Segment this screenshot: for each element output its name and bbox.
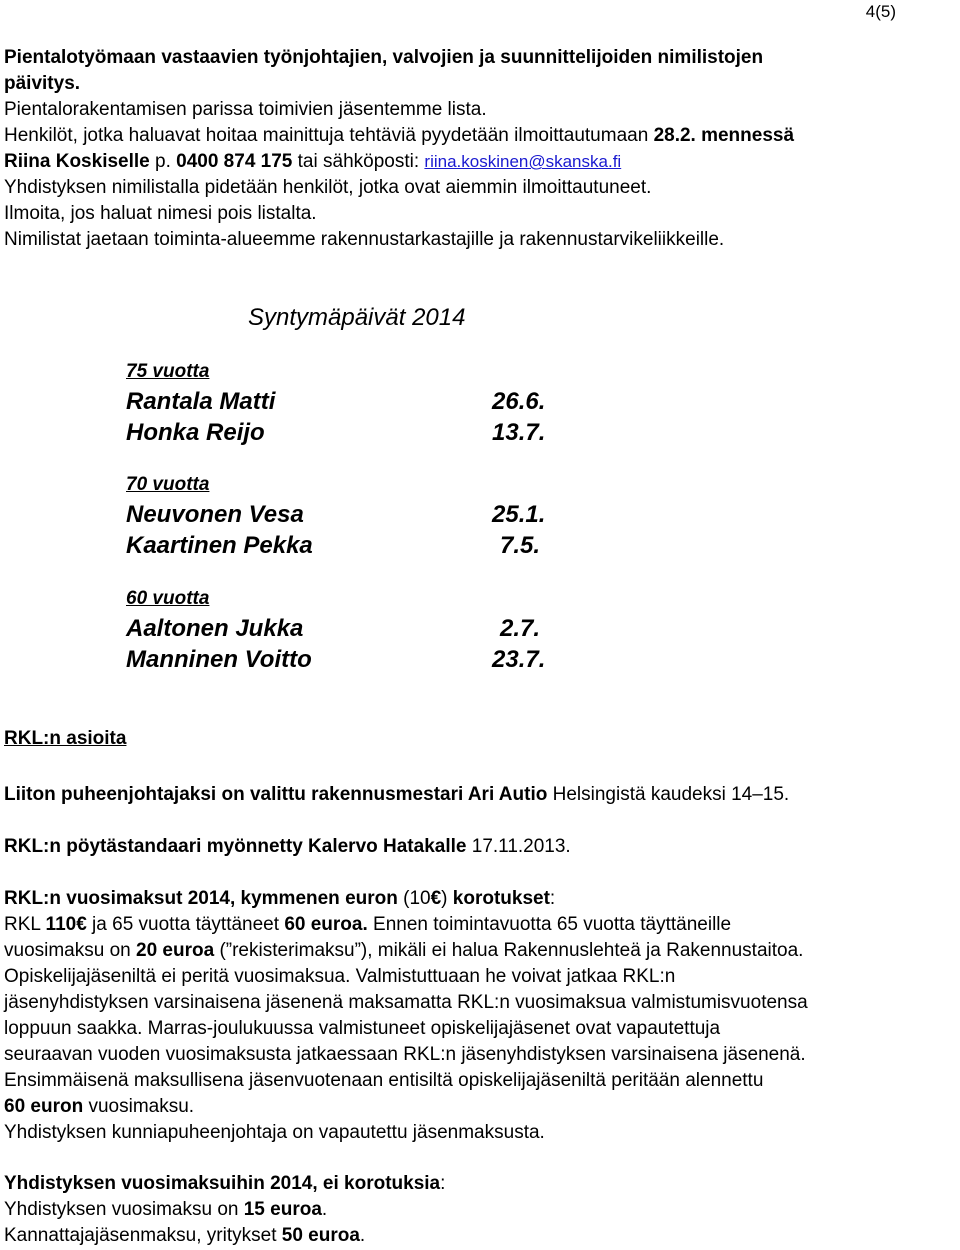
birthday-group-60 [126,585,646,675]
contact-email-link[interactable]: riina.koskinen@skanska.fi [424,152,622,171]
age-heading: 75 vuotta [126,361,210,382]
fees-line10: Yhdistyksen kunniapuheenjohtaja on vapautettu jäsenmaksusta. [4,1122,545,1143]
person-date: 26.6. [492,388,546,415]
rkl-fees-paragraph [4,886,808,1146]
contact-phone: 0400 874 175 [176,151,293,172]
person-date: 7.5. [500,532,541,559]
intro-heading-line1: Pientalotyömaan vastaavien työnjohtajien, valvojien ja suunnittelijoiden nimilistojen [4,47,764,68]
person-name: Neuvonen Vesa [126,501,304,528]
birthday-person [126,530,646,561]
fees-line7: seuraavan vuoden vuosimaksusta jatkaessaan RKL:n jäsenyhdistyksen varsinaisena jäsenenä. [4,1044,806,1065]
rkl-chair-rest: Helsingistä kaudeksi 14–15. [547,784,790,805]
fees-l2-b: 110 [45,914,77,935]
fees-l2-d: ja 65 vuotta täyttäneet [86,914,285,935]
rkl-chair-bold: Liiton puheenjohtajaksi on valittu rakennusmestari Ari Autio [4,784,548,805]
fees-line1 [4,886,808,912]
assoc-line1 [4,1171,445,1197]
fees-l2-c: € [76,914,87,935]
fees-l3-b: 20 euroa [136,940,215,961]
rkl-chair-paragraph [4,782,789,808]
fees-l9-a: 60 euron [4,1096,84,1117]
fees-l9-b: vuosimaksu. [83,1096,195,1117]
rkl-standard-bold: RKL:n pöytästandaari myönnetty Kalervo Hatakalle [4,836,467,857]
intro-line2 [4,123,956,149]
fees-l3-a: vuosimaksu on [4,940,137,961]
assoc-l2-a: Yhdistyksen vuosimaksu on [4,1199,244,1220]
rkl-standard-paragraph [4,834,571,860]
intro-line1: Pientalorakentamisen parissa toimivien jäsentemme lista. [4,99,487,120]
intro-line6: Nimilistat jaetaan toiminta-alueemme rakennustarkastajille ja rakennustarvikeliikkeille. [4,229,725,250]
fees-l2-a: RKL [4,914,46,935]
fees-line2 [4,912,808,938]
assoc-l3-a: Kannattajajäsenmaksu, yritykset [4,1225,282,1246]
page-number: 4(5) [865,2,896,21]
person-date: 13.7. [492,419,546,446]
person-date: 2.7. [500,615,541,642]
birthday-group-75 [126,358,646,448]
assoc-l2-c: . [321,1199,328,1220]
fees-l1-f: : [549,888,556,909]
fees-l1-b: (10 [397,888,431,909]
person-name: Rantala Matti [126,388,276,415]
person-name: Aaltonen Jukka [126,615,304,642]
assoc-l3-b: 50 euroa [281,1225,360,1246]
assoc-l2-b: 15 euroa [243,1199,322,1220]
birthdays-title: Syntymäpäivät 2014 [248,304,466,331]
birthday-person [126,386,646,417]
intro-heading-cont [4,71,956,97]
assoc-l1-b: : [440,1173,446,1194]
birthday-group-70 [126,471,646,561]
intro-line3 [4,149,956,175]
fees-l2-e: 60 euroa. [284,914,368,935]
fees-line3 [4,938,808,964]
fees-line8: Ensimmäisenä maksullisena jäsenvuotenaan entisiltä opiskelijajäseniltä peritään alennettu [4,1070,764,1091]
rkl-heading: RKL:n asioita [4,728,127,749]
fees-l1-c: € [430,888,442,909]
assoc-line3 [4,1223,445,1249]
contact-name: Riina Koskiselle [4,151,150,172]
person-date: 23.7. [492,646,546,673]
fees-line5: jäsenyhdistyksen varsinaisena jäsenenä maksamatta RKL:n vuosimaksua valmistumisvuotensa [4,992,808,1013]
person-date: 25.1. [492,501,546,528]
intro-line2-text: Henkilöt, jotka haluavat hoitaa mainittuja tehtäviä pyydetään ilmoittautumaan [4,125,654,146]
fees-l1-d: ) [441,888,453,909]
fees-line9 [4,1094,808,1120]
intro-line5: Ilmoita, jos haluat nimesi pois listalta. [4,203,317,224]
fees-l1-e: korotukset [452,888,550,909]
fees-l1-a: RKL:n vuosimaksut 2014, kymmenen euron [4,888,398,909]
birthday-person [126,417,646,448]
person-name: Kaartinen Pekka [126,532,313,559]
fees-l3-c: (”rekisterimaksu”), mikäli ei halua Rakennuslehteä ja Rakennustaitoa. [214,940,804,961]
fees-l2-f: Ennen toimintavuotta 65 vuotta täyttäneille [367,914,732,935]
intro-line4: Yhdistyksen nimilistalla pidetään henkilöt, jotka ovat aiemmin ilmoittautuneet. [4,177,652,198]
fees-line6: loppuun saakka. Marras-joulukuussa valmistuneet opiskelijajäsenet ovat vapautettuja [4,1018,721,1039]
intro-heading-line2: päivitys. [4,73,81,94]
fees-line4: Opiskelijajäseniltä ei peritä vuosimaksua. Valmistuttuaan he voivat jatkaa RKL:n [4,966,676,987]
intro-heading [4,45,956,71]
assoc-fees-paragraph [4,1171,445,1249]
intro-section [4,45,956,253]
person-name: Honka Reijo [126,419,265,446]
assoc-l1-a: Yhdistyksen vuosimaksuihin 2014, ei korotuksia [4,1173,441,1194]
intro-line3-email-label: tai sähköposti: [292,151,425,172]
assoc-line2 [4,1197,445,1223]
age-heading: 70 vuotta [126,474,210,495]
intro-deadline: 28.2. mennessä [653,125,795,146]
birthday-person [126,613,646,644]
age-heading: 60 vuotta [126,588,210,609]
assoc-l3-c: . [359,1225,366,1246]
birthday-person [126,499,646,530]
person-name: Manninen Voitto [126,646,312,673]
birthday-person [126,644,646,675]
rkl-standard-rest: 17.11.2013. [466,836,571,857]
intro-line3-p: p. [149,151,177,172]
